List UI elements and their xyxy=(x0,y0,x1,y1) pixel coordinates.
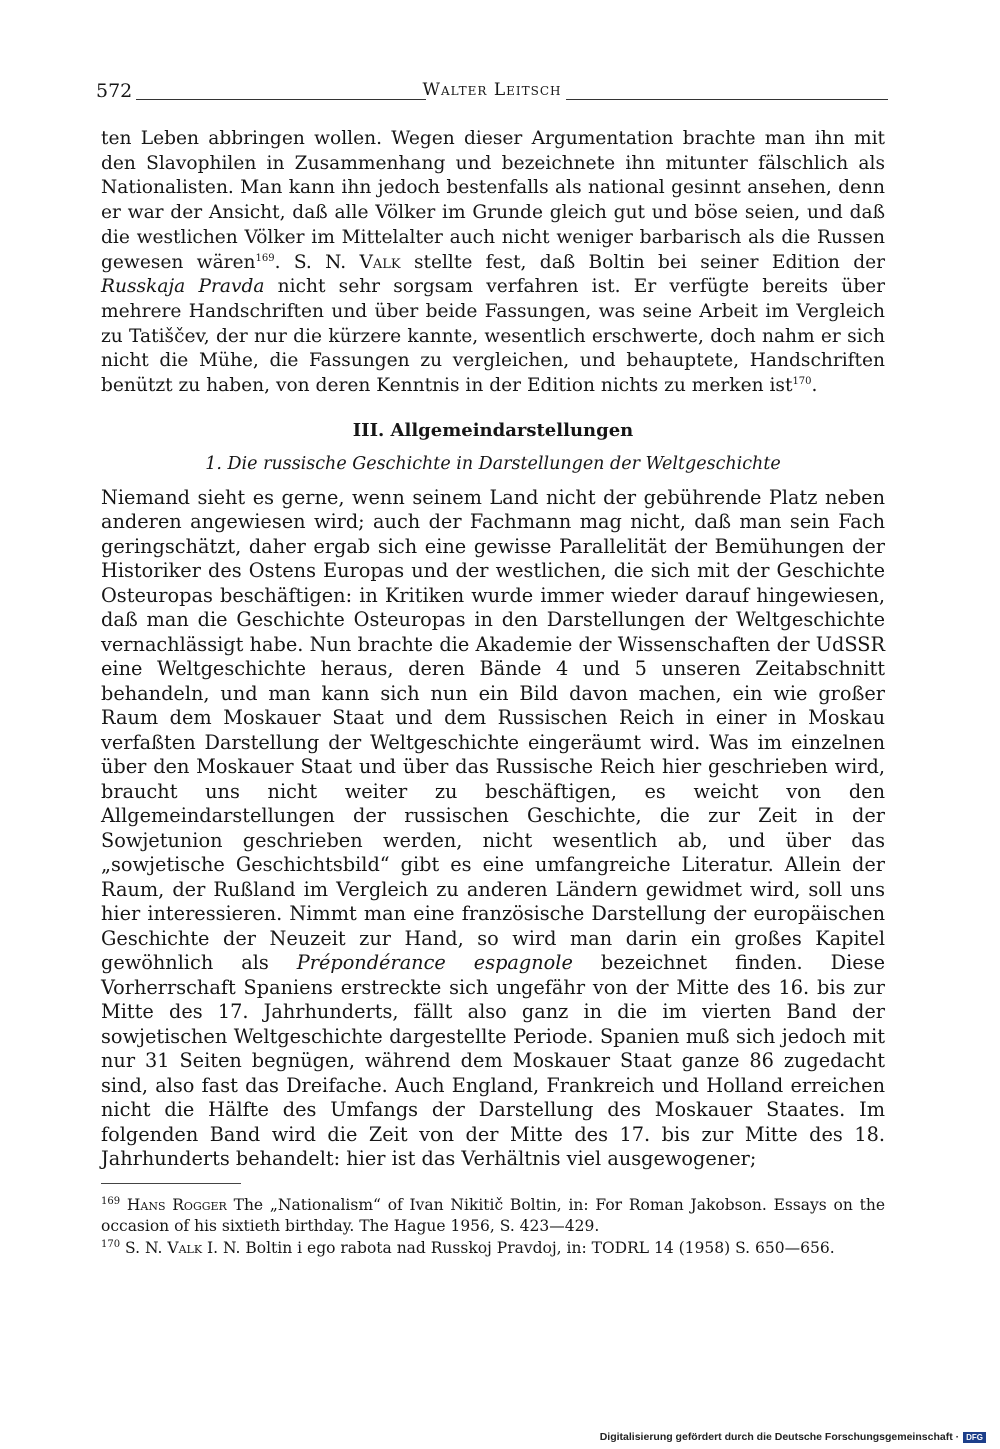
footnote-ref: 170 xyxy=(792,375,812,387)
footnotes xyxy=(101,1195,885,1260)
text-run: stellte fest, daß Boltin bei seiner Edition der xyxy=(400,251,885,273)
footnote xyxy=(101,1238,885,1259)
paragraph xyxy=(101,486,885,1172)
dfg-logo-icon: DFG xyxy=(963,1432,986,1443)
text-run: Niemand sieht es gerne, wenn seinem Land nicht der gebührende Platz neben anderen angewiesen wird; auch der Fachmann mag nicht, daß man sein Fach geringschätzt, daher ergab sich eine gewisse Parallelität der Bemühungen der Historiker des Ostens Europas und der westlichen, die sich mit der Geschichte Osteuropas beschäftigen: in Kritiken wurde immer wieder darauf hingewiesen, daß man die Geschichte Osteuropas in den Darstellungen der Weltgeschichte vernachlässigt habe. Nun brachte die Akademie der Wissenschaften der UdSSR eine Weltgeschichte heraus, deren Bände 4 und 5 unseren Zeitabschnitt behandeln, und man kann sich nun ein Bild davon machen, ein wie großer Raum dem Moskauer Staat und dem Russischen Reich in einer in Moskau verfaßten Darstellung der Weltgeschichte eingeräumt wird. Was im einzelnen über den Moskauer Staat und über das Russische Reich hier geschrieben wird, braucht uns nicht weiter zu beschäftigen, es weicht von den Allgemeindarstellungen der russischen Geschichte, die zur Zeit in der Sowjetunion geschrieben werden, nicht wesentlich ab, und über das „sowjetische Geschichtsbild“ gibt es eine umfangreiche Literatur. Allein der Raum, der Rußland im Vergleich zu anderen Ländern gewidmet wird, soll uns hier interessieren. Nimmt man eine französische Darstellung der europäischen Geschichte der Neuzeit zur Hand, so wird man darin ein großes Kapitel gewöhnlich als xyxy=(101,485,885,975)
footnote-number: 169 xyxy=(101,1195,121,1207)
subsection-heading: 1. Die russische Geschichte in Darstellungen der Weltgeschichte xyxy=(205,453,781,474)
italic-title: Russkaja Pravda xyxy=(101,276,265,298)
text-run: bezeichnet finden. Diese Vorherrschaft Spaniens erstreckte sich ungefähr von der Mitte des 16. bis zur Mitte des 17. Jahrhunderts, fällt also ganz in die im vierten Band der sowjetischen Weltgeschichte dargestellte Periode. Spanien muß sich jedoch mit nur 31 Seiten begnügen, während dem Moskauer Staat ganze 86 zugedacht sind, also fast das Dreifache. Auch England, Frankreich und Holland erreichen nicht die Hälfte des Umfangs der Darstellung des Moskauer Staates. Im folgenden Band wird die Zeit von der Mitte des 17. bis zur Mitte des 18. Jahrhunderts behandelt: hier ist das Verhältnis viel ausgewogener; xyxy=(101,951,885,1171)
footnote-text: The „Nationalism“ of Ivan Nikitič Boltin, in: For Roman Jakobson. Essays on the occasion of his sixtieth birthday. The Hague 1956, S. 423—429. xyxy=(101,1196,885,1235)
text-run: . xyxy=(811,375,818,397)
footnote-author: S. N. Valk xyxy=(125,1239,203,1257)
section-heading: III. Allgemeindarstellungen xyxy=(352,419,634,441)
body-text xyxy=(101,127,885,1172)
credit-text: Digitalisierung gefördert durch die Deutsche Forschungsgemeinschaft · xyxy=(599,1431,960,1443)
footnote-rule xyxy=(101,1183,241,1184)
italic-term: Prépondérance espagnole xyxy=(296,951,573,975)
footnote-author: Hans Rogger xyxy=(126,1196,227,1214)
author-name: Valk xyxy=(359,251,401,273)
footnote xyxy=(101,1195,885,1237)
text-run: ten Leben abbringen wollen. Wegen dieser Argumentation brachte man ihn mit den Slavophilen in Zusammenhang und bezeichnete ihn mitunter fälschlich als Nationalisten. Man kann ihn jedoch bestenfalls als national gesinnt ansehen, denn er war der Ansicht, daß alle Völker im Grunde gleich gut und böse seien, und daß die westlichen Völker im Mittelalter auch nicht weniger barbarisch als die Russen gewesen wären xyxy=(101,128,885,273)
running-head: Walter Leitsch xyxy=(422,80,562,100)
header-rule xyxy=(566,99,888,100)
footnote-ref: 169 xyxy=(255,252,275,264)
paragraph xyxy=(101,127,885,399)
text-run: . S. N. xyxy=(274,251,360,273)
page-header xyxy=(96,74,888,104)
text-run: nicht sehr sorgsam verfahren ist. Er verfügte bereits über mehrere Handschriften und über beide Fassungen, was seine Arbeit im Vergleich zu Tatiščev, der nur die kürzere kannte, wesentlich erschwerte, doch nahm er sich nicht die Mühe, die Fassungen zu vergleichen, und behauptete, Handschriften benützt zu haben, von deren Kenntnis in der Edition nichts zu merken ist xyxy=(101,276,885,397)
digitization-credit xyxy=(600,1431,986,1443)
page-number: 572 xyxy=(96,80,133,102)
footnote-text: I. N. Boltin i ego rabota nad Russkoj Pravdoj, in: TODRL 14 (1958) S. 650—656. xyxy=(202,1239,835,1257)
footnote-number: 170 xyxy=(101,1238,121,1250)
